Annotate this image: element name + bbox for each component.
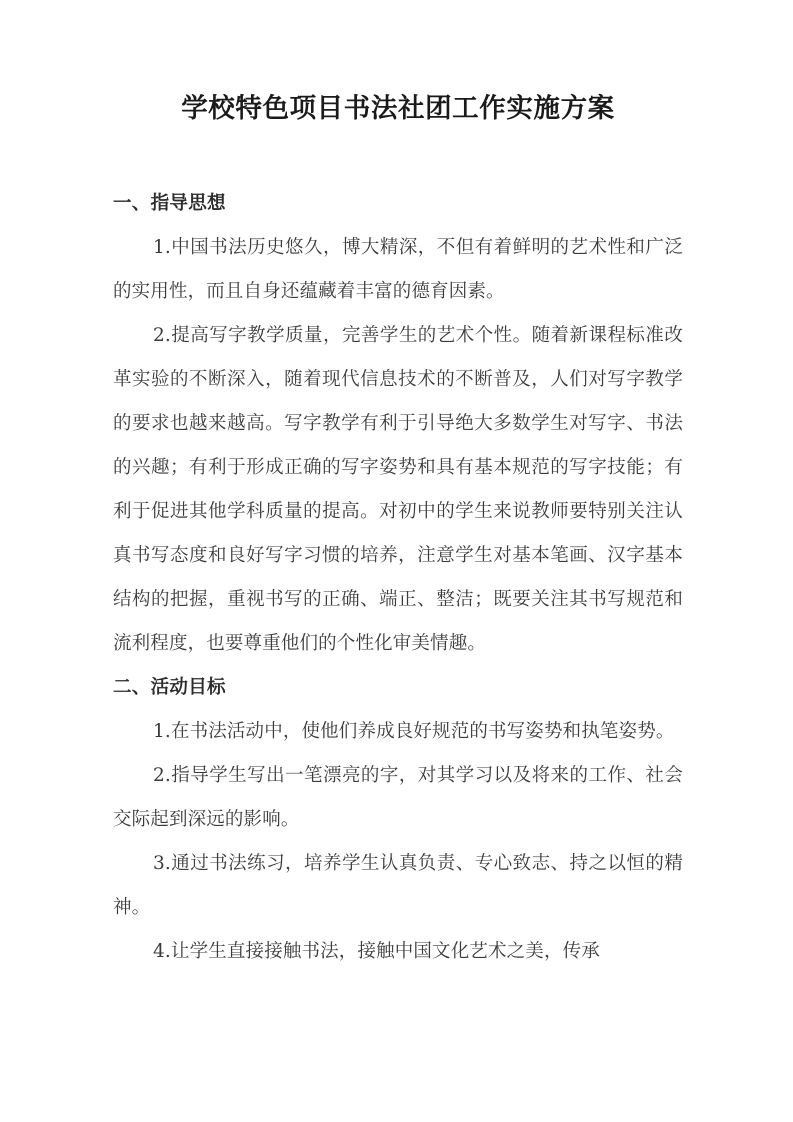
section-heading-activity-goals: 二、活动目标	[113, 677, 226, 698]
paragraph: 1.中国书法历史悠久，博大精深，不但有着鲜明的艺术性和广泛的实用性，而且自身还蕴藏着丰富的德育因素。	[113, 237, 683, 302]
paragraph: 4.让学生直接接触书法，接触中国文化艺术之美，传承	[153, 941, 600, 962]
paragraph: 1.在书法活动中，使他们养成良好规范的书写姿势和执笔姿势。	[153, 721, 675, 742]
section-heading-guiding-thought: 一、指导思想	[113, 193, 226, 214]
paragraph: 2.提高写字教学质量，完善学生的艺术个性。随着新课程标准改革实验的不断深入，随着现代信息技术的不断普及，人们对写字教学的要求也越来越高。写字教学有利于引导绝大多数学生对写字、书法的兴趣；有利于形成正确的写字姿势和具有基本规范的写字技能；有利于促进其他学科质量的提高。对初中的学生来说教师要特别关注认真书写态度和良好写字习惯的培养，注意学生对基本笔画、汉字基本结构的把握，重视书写的正确、端正、整洁；既要关注其书写规范和流利程度，也要尊重他们的个性化审美情趣。	[113, 325, 683, 654]
document-body	[113, 182, 683, 974]
paragraph: 3.通过书法练习，培养学生认真负责、专心致志、持之以恒的精神。	[113, 853, 683, 918]
paragraph: 2.指导学生写出一笔漂亮的字，对其学习以及将来的工作、社会交际起到深远的影响。	[113, 765, 683, 830]
page-title: 学校特色项目书法社团工作实施方案	[181, 93, 615, 124]
